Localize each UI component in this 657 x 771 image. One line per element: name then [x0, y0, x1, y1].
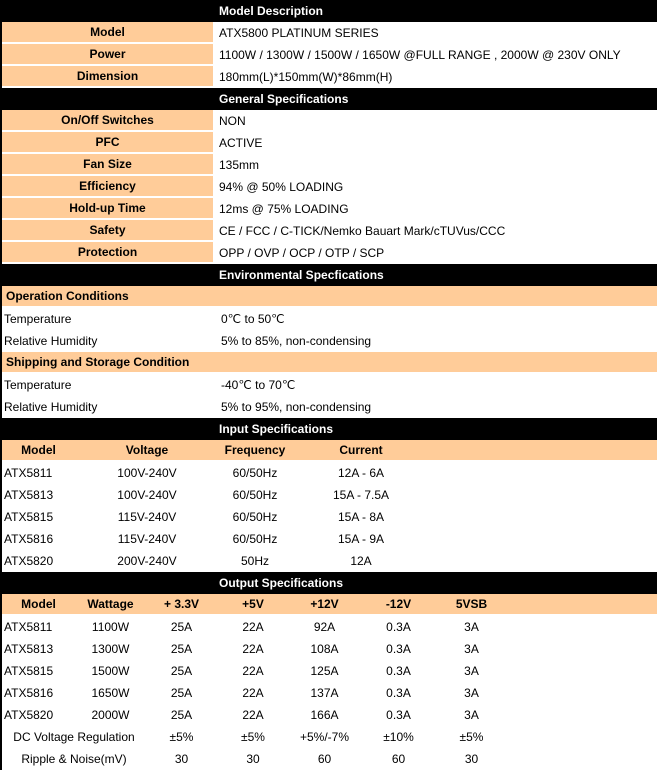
row-dimension-value: 180mm(L)*150mm(W)*86mm(H): [213, 66, 657, 88]
section-bar-input: Input Specifications: [2, 418, 657, 440]
row-power-value: 1100W / 1300W / 1500W / 1650W @FULL RANGE , 2000W @ 230V ONLY: [213, 44, 657, 66]
input-current: 12A - 6A: [337, 466, 385, 480]
output-3v3: 25A: [170, 664, 193, 678]
row-model-label: Model: [2, 22, 213, 44]
output-12v: 92A: [313, 620, 336, 634]
input-current: 15A - 8A: [337, 510, 385, 524]
output-5v: 22A: [242, 708, 264, 722]
ripple-noise-3v3: 30: [174, 752, 189, 766]
row-ship-humidity: [2, 396, 657, 418]
output-wattage: 1500W: [91, 664, 130, 678]
row-onoff-label: On/Off Switches: [2, 110, 213, 132]
input-col-current: Current: [339, 443, 383, 457]
input-current: 15A - 9A: [337, 532, 385, 546]
output-row-atx5815: [2, 660, 657, 682]
input-row-atx5811: [2, 462, 657, 484]
output-wattage: 1300W: [91, 642, 130, 656]
row-efficiency: [2, 176, 657, 198]
output-col-model: Model: [21, 597, 56, 611]
input-col-frequency: Frequency: [224, 443, 286, 457]
input-header-row: [2, 440, 657, 462]
input-frequency: 60/50Hz: [232, 488, 278, 502]
output-5vsb: 3A: [464, 620, 479, 634]
output-5v: 22A: [242, 642, 264, 656]
row-holdup-label: Hold-up Time: [2, 198, 213, 220]
input-voltage: 200V-240V: [117, 554, 177, 568]
input-model: ATX5811: [4, 466, 53, 480]
output-12v: 108A: [310, 642, 339, 656]
row-dimension-label: Dimension: [2, 66, 213, 88]
output-5vsb: 3A: [464, 686, 479, 700]
output-m12v: 0.3A: [386, 664, 411, 678]
row-fan-size-label: Fan Size: [2, 154, 213, 176]
row-fan-size-value: 135mm: [213, 154, 657, 176]
output-5vsb: 3A: [464, 708, 479, 722]
input-voltage: 115V-240V: [117, 510, 177, 524]
output-12v: 125A: [310, 664, 339, 678]
input-current: 15A - 7.5A: [332, 488, 390, 502]
row-model-value: ATX5800 PLATINUM SERIES: [213, 22, 657, 44]
input-row-atx5816: [2, 528, 657, 550]
row-protection-label: Protection: [2, 242, 213, 264]
section-bar-model-description: Model Description: [2, 0, 657, 22]
input-frequency: 60/50Hz: [232, 532, 278, 546]
output-m12v: 0.3A: [386, 708, 411, 722]
input-col-model: Model: [21, 443, 56, 457]
input-row-atx5815: [2, 506, 657, 528]
ripple-noise-12v: 60: [317, 752, 332, 766]
section-bar-general: General Specifications: [2, 88, 657, 110]
input-current: 12A: [350, 554, 372, 568]
subheader-operation-conditions: Operation Conditions: [2, 286, 657, 308]
row-ship-temperature: [2, 374, 657, 396]
dc-regulation-5vsb: ±5%: [459, 730, 484, 744]
output-model: ATX5815: [4, 664, 54, 678]
output-model: ATX5811: [4, 620, 53, 634]
ripple-noise-label: Ripple & Noise(mV): [21, 752, 127, 766]
row-efficiency-value: 94% @ 50% LOADING: [213, 176, 657, 198]
row-ship-humidity-label: Relative Humidity: [4, 400, 98, 414]
input-frequency: 60/50Hz: [232, 466, 278, 480]
row-efficiency-label: Efficiency: [2, 176, 213, 198]
input-row-atx5820: [2, 550, 657, 572]
row-ship-temperature-label: Temperature: [4, 378, 72, 392]
ripple-noise-5vsb: 30: [464, 752, 479, 766]
row-dimension: [2, 66, 657, 88]
output-5vsb: 3A: [464, 642, 479, 656]
row-ship-temperature-value: -40℃ to 70℃: [221, 378, 296, 392]
row-pfc: [2, 132, 657, 154]
output-header-row: [2, 594, 657, 616]
section-bar-output: Output Specifications: [2, 572, 657, 594]
input-model: ATX5820: [4, 554, 54, 568]
row-op-humidity-label: Relative Humidity: [4, 334, 98, 348]
output-5vsb: 3A: [464, 664, 479, 678]
row-ship-humidity-value: 5% to 95%, non-condensing: [221, 400, 372, 414]
output-col-wattage: Wattage: [87, 597, 134, 611]
output-3v3: 25A: [170, 642, 193, 656]
input-frequency: 50Hz: [240, 554, 269, 568]
output-5v: 22A: [242, 686, 264, 700]
output-col-5v: +5V: [242, 597, 264, 611]
section-bar-environmental: Environmental Specfications: [2, 264, 657, 286]
output-row-atx5816: [2, 682, 657, 704]
row-holdup: [2, 198, 657, 220]
ripple-noise-5v: 30: [246, 752, 260, 766]
row-protection: [2, 242, 657, 264]
output-col-3v3: + 3.3V: [163, 597, 200, 611]
row-protection-value: OPP / OVP / OCP / OTP / SCP: [213, 242, 657, 264]
row-op-humidity-value: 5% to 85%, non-condensing: [221, 334, 372, 348]
output-row-atx5820: [2, 704, 657, 726]
output-wattage: 1650W: [91, 686, 130, 700]
output-12v: 137A: [310, 686, 339, 700]
output-3v3: 25A: [170, 686, 193, 700]
input-model: ATX5816: [4, 532, 54, 546]
dc-regulation-5v: ±5%: [241, 730, 265, 744]
input-voltage: 100V-240V: [117, 466, 177, 480]
input-voltage: 100V-240V: [117, 488, 177, 502]
row-op-temperature-label: Temperature: [4, 312, 72, 326]
row-pfc-value: ACTIVE: [213, 132, 657, 154]
input-row-atx5813: [2, 484, 657, 506]
output-model: ATX5813: [4, 642, 54, 656]
row-power-label: Power: [2, 44, 213, 66]
output-row-dc-regulation: [2, 726, 657, 748]
dc-regulation-3v3: ±5%: [169, 730, 194, 744]
row-onoff: [2, 110, 657, 132]
output-model: ATX5816: [4, 686, 54, 700]
output-wattage: 1100W: [91, 620, 130, 634]
output-5v: 22A: [242, 620, 264, 634]
input-model: ATX5815: [4, 510, 54, 524]
output-col-m12v: -12V: [385, 597, 412, 611]
input-model: ATX5813: [4, 488, 54, 502]
dc-regulation-m12v: ±10%: [383, 730, 414, 744]
output-3v3: 25A: [170, 708, 193, 722]
ripple-noise-m12v: 60: [391, 752, 406, 766]
row-holdup-value: 12ms @ 75% LOADING: [213, 198, 657, 220]
output-m12v: 0.3A: [386, 620, 411, 634]
row-safety-value: CE / FCC / C-TICK/Nemko Bauart Mark/cTUVus/CCC: [213, 220, 657, 242]
input-voltage: 115V-240V: [117, 532, 177, 546]
dc-regulation-12v: +5%/-7%: [299, 730, 350, 744]
output-3v3: 25A: [170, 620, 193, 634]
row-power: [2, 44, 657, 66]
row-safety: [2, 220, 657, 242]
output-12v: 166A: [310, 708, 339, 722]
input-frequency: 60/50Hz: [232, 510, 278, 524]
output-row-ripple-noise: [2, 748, 657, 770]
output-row-atx5813: [2, 638, 657, 660]
output-wattage: 2000W: [91, 708, 130, 722]
output-row-atx5811: [2, 616, 657, 638]
output-m12v: 0.3A: [386, 686, 411, 700]
row-fan-size: [2, 154, 657, 176]
output-m12v: 0.3A: [386, 642, 411, 656]
output-model: ATX5820: [4, 708, 54, 722]
row-model: [2, 22, 657, 44]
row-onoff-value: NON: [213, 110, 657, 132]
input-col-voltage: Voltage: [125, 443, 169, 457]
output-col-12v: +12V: [310, 597, 339, 611]
output-col-5vsb: 5VSB: [455, 597, 488, 611]
row-op-temperature: [2, 308, 657, 330]
row-pfc-label: PFC: [2, 132, 213, 154]
dc-regulation-label: DC Voltage Regulation: [13, 730, 135, 744]
subheader-shipping-storage: Shipping and Storage Condition: [2, 352, 657, 374]
row-safety-label: Safety: [2, 220, 213, 242]
output-5v: 22A: [242, 664, 264, 678]
row-op-temperature-value: 0℃ to 50℃: [221, 312, 285, 326]
row-op-humidity: [2, 330, 657, 352]
